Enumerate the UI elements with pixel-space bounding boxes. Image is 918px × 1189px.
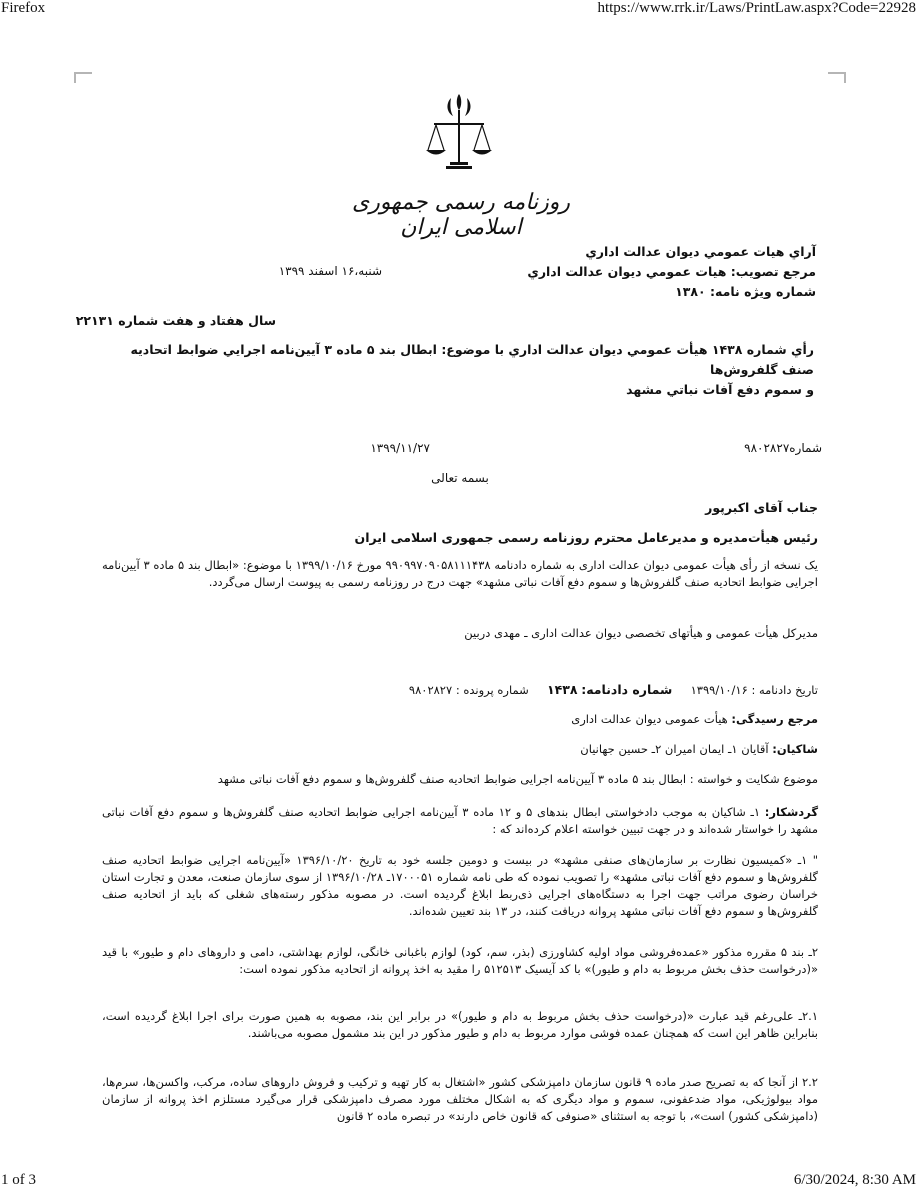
- letter-number: شماره۹۸۰۲۸۲۷: [744, 441, 822, 455]
- special-issue-number: شماره ويژه نامه: ۱۳۸۰: [675, 284, 816, 299]
- letter-addressee-title: رئیس هیأت‌مدیره و مدیرعامل محترم روزنامه رسمی جمهوری اسلامی ایران: [354, 530, 818, 545]
- plaintiffs-label: شاکیان:: [772, 742, 818, 756]
- letter-addressee: جناب آقای اکبرپور: [705, 500, 818, 515]
- case-paragraph-4: ۲.۲ از آنجا که به تصریح صدر ماده ۹ قانون سازمان دامپزشکی کشور «اشتغال به کار تهیه و ترکیب و فروش داروهای ساده، مرکب، واکسن‌ها، سرم‌ها، مواد بیولوژیکی، مواد ضدعفونی، سموم و مواد دیگری که به اشکال مختلف مورد مصرف دامپزشکی قرار می‌گیرد مستلزم اخذ پروانه از سازمان (دامپزشکی کشور) است»، با توجه به استثنای «صنوفی که قانون خاص دارند» در تبصره ماده ۲ قانون: [102, 1075, 818, 1123]
- authority-line: [571, 712, 818, 726]
- page-url: https://www.rrk.ir/Laws/PrintLaw.aspx?Code=22928: [597, 0, 916, 16]
- approval-authority: مرجع تصويب: هيات عمومي ديوان عدالت اداري: [527, 264, 816, 279]
- frame-corner-top-left: [74, 72, 92, 83]
- browser-app-name: Firefox: [1, 0, 46, 16]
- process-label: گردشکار:: [764, 805, 819, 819]
- file-number: شماره پرونده : ۹۸۰۲۸۲۷: [408, 683, 529, 697]
- verdict-title: [114, 340, 814, 400]
- verdict-title-line: رأي شماره ۱۴۳۸ هيأت عمومي ديوان عدالت اداري با موضوع: ابطال بند ۵ ماده ۳ آيين‌نامه اجرايي ضوابط اتحاديه صنف گلفروش‌ها: [130, 342, 814, 377]
- case-paragraph-2: ۲ـ بند ۵ مقرره مذکور «عمده‌فروشی مواد اولیه کشاورزی (بذر، سم، کود) لوازم باغبانی خانگی، لوازم بهداشتی، دامی و داروهای دام و طیور» با قید «(درخواست حذف بخش مربوط به دام و طیور)» با کد آیسیک ۵۱۲۵۱۳ را مقید به اخذ پروانه از اتحادیه مذکور نموده است:: [102, 945, 819, 976]
- newspaper-name: روزنامه رسمی جمهوری اسلامی ایران: [351, 190, 571, 240]
- letter-date: ۱۳۹۹/۱۱/۲۷: [370, 441, 430, 455]
- plaintiffs-value: آقایان ۱ـ ایمان امیران ۲ـ حسین جهانیان: [580, 742, 769, 756]
- print-datetime: 6/30/2024, 8:30 AM: [793, 1172, 916, 1188]
- process-paragraph: [102, 804, 818, 838]
- iran-emblem-scales-icon: [424, 90, 494, 174]
- basmala: بسمه تعالی: [431, 471, 489, 485]
- rulings-title: آراي هيات عمومي ديوان عدالت اداري: [585, 244, 816, 259]
- case-header: [409, 682, 818, 697]
- letter-body: یک نسخه از رأی هیأت عمومی دیوان عدالت اداری به شماره دادنامه ۹۹۰۹۹۷۰۹۰۵۸۱۱۱۴۳۸ مورخ ۱۳۹۹/۱۰/۱۶ با موضوع: «ابطال بند ۵ ماده ۳ آیین‌نامه اجرایی ضوابط اتحادیه صنف گلفروش‌ها و سموم دفع آفات نباتی مشهد» جهت درج در روزنامه رسمی به پیوست ارسال می‌گردد.: [102, 558, 819, 589]
- complaint-subject: موضوع شکایت و خواسته : ابطال بند ۵ ماده ۳ آیین‌نامه اجرایی ضوابط اتحادیه صنف گلفروش‌ها و سموم دفع آفات نباتی مشهد: [217, 772, 818, 786]
- authority-label: مرجع رسیدگی:: [731, 712, 818, 726]
- frame-corner-top-right: [828, 72, 846, 83]
- authority-value: هیأت عمومی دیوان عدالت اداری: [571, 712, 728, 726]
- letter-signature: مدیرکل هیأت عمومی و هیأتهای تخصصی دیوان عدالت اداری ـ مهدی دربین: [464, 626, 818, 640]
- verdict-date: تاریخ دادنامه : ۱۳۹۹/۱۰/۱۶: [690, 683, 818, 697]
- verdict-number-label: شماره دادنامه:: [581, 682, 673, 697]
- publication-date: شنبه،۱۶ اسفند ۱۳۹۹: [278, 264, 382, 278]
- plaintiffs-line: [580, 742, 818, 756]
- case-paragraph-1: " ۱ـ «کمیسیون نظارت بر سازمان‌های صنفی مشهد» در بیست و دومین جلسه خود به تاریخ ۱۳۹۶/۱۰/۲۰ «آیین‌نامه اجرایی ضوابط اتحادیه صنف گلفروش‌ها و سموم دفع آفات نباتی مشهد» را تصویب نموده که طی نامه شماره ۱۷۰۰۰۵۱ـ ۱۳۹۶/۱۰/۲۸ از سوی سازمان صنعت، معدن و تجارت استان خراسان رضوی مراتب جهت اجرا به دستگاه‌های اجرایی ذی‌ربط ابلاغ گردیده است. در مصوبه مذکور رسته‌های شغلی که باید از اتحادیه صنف گلفروش‌ها و سموم دفع آفات نباتی مشهد پروانه دریافت کنند، در ۱۳ بند تعیین شده‌اند.: [102, 853, 819, 918]
- process-intro: ۱ـ شاکیان به موجب دادخواستی ابطال بندهای ۵ و ۱۲ ماده ۳ آیین‌نامه اجرایی ضوابط اتحادیه صنف گلفروش‌ها و سموم دفع آفات نباتی مشهد را خواستار شده‌اند و در جهت تبیین خواسته اعلام کرده‌اند که :: [102, 805, 818, 836]
- case-paragraph-3: ۲.۱ـ علی‌رغم قید عبارت «(درخواست حذف بخش مربوط به دام و طیور)» در برابر این بند، مصوبه به همین صورت برای اجرا ابلاغ گردیده است، بنابراین ظاهر این است که همچنان عمده فوشی موارد مربوط به دام و طیور مذکور در این بند مشمول مصوبه می‌باشند.: [102, 1009, 818, 1040]
- year-issue-number: سال هفتاد و هفت شماره ۲۲۱۳۱: [75, 313, 276, 328]
- verdict-title-line: و سموم دفع آفات نباتي مشهد: [626, 382, 814, 397]
- page-counter: 1 of 3: [1, 1172, 36, 1188]
- verdict-number: ۱۴۳۸: [547, 682, 578, 697]
